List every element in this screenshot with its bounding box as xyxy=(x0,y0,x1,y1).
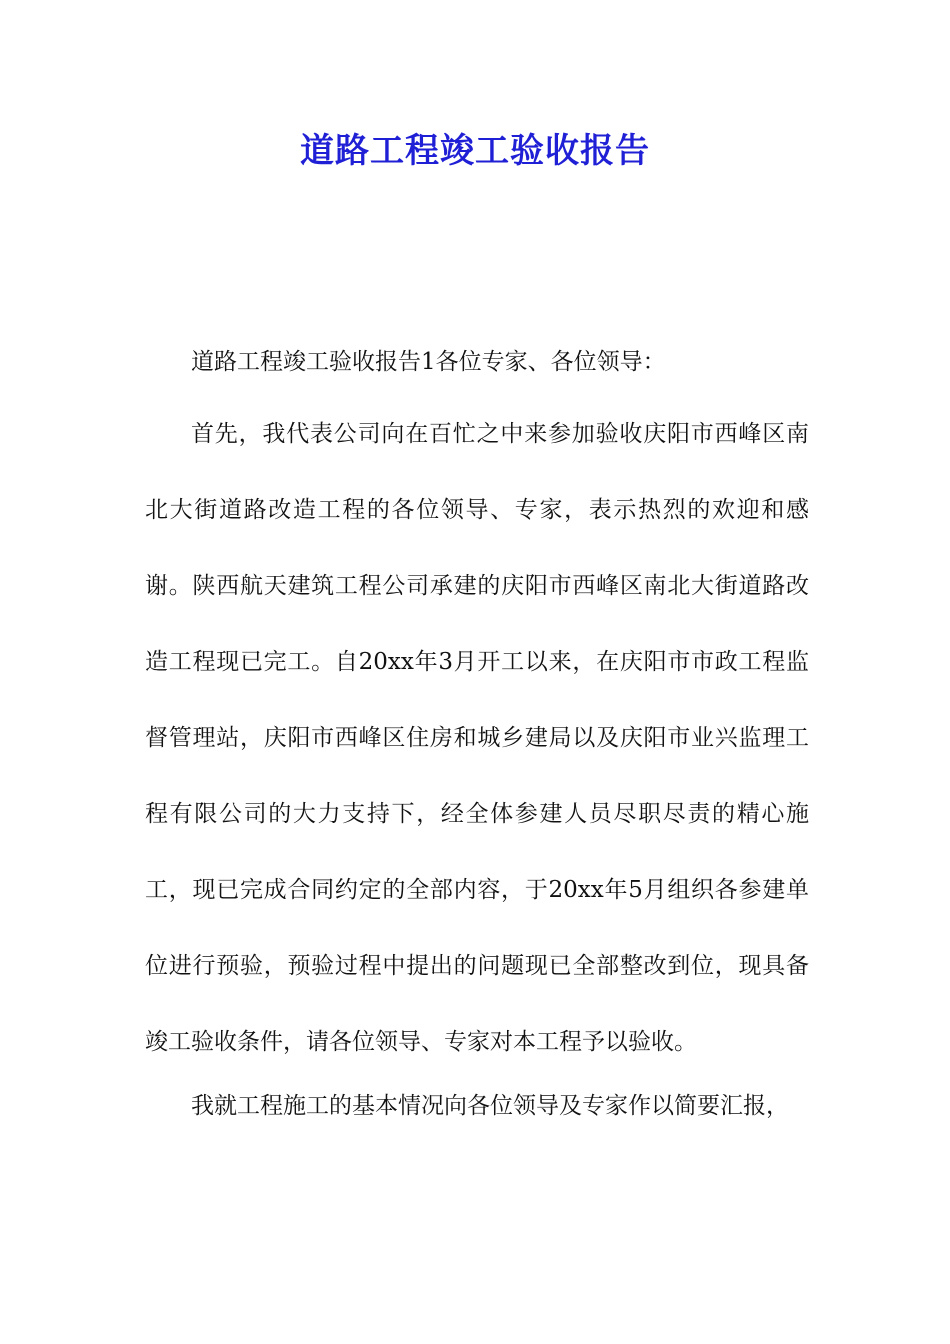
document-body xyxy=(145,340,809,1129)
paragraph-introduction: 首先，我代表公司向在百忙之中来参加验收庆阳市西峰区南北大街道路改造工程的各位领导、专家，表示热烈的欢迎和感谢。陕西航天建筑工程公司承建的庆阳市西峰区南北大街道路改造工程现已完工。自20xx年3月开工以来，在庆阳市市政工程监督管理站，庆阳市西峰区住房和城乡建局以及庆阳市业兴监理工程有限公司的大力支持下，经全体参建人员尽职尽责的精心施工，现已完成合同约定的全部内容，于20xx年5月组织各参建单位进行预验，预验过程中提出的问题现已全部整改到位，现具备竣工验收条件，请各位领导、专家对本工程予以验收。 xyxy=(145,421,809,1055)
document-title: 道路工程竣工验收报告 xyxy=(300,131,650,171)
paragraph-report-start: 我就工程施工的基本情况向各位领导及专家作以简要汇报， xyxy=(191,1093,789,1119)
paragraph-greeting: 道路工程竣工验收报告1各位专家、各位领导： xyxy=(191,349,666,375)
